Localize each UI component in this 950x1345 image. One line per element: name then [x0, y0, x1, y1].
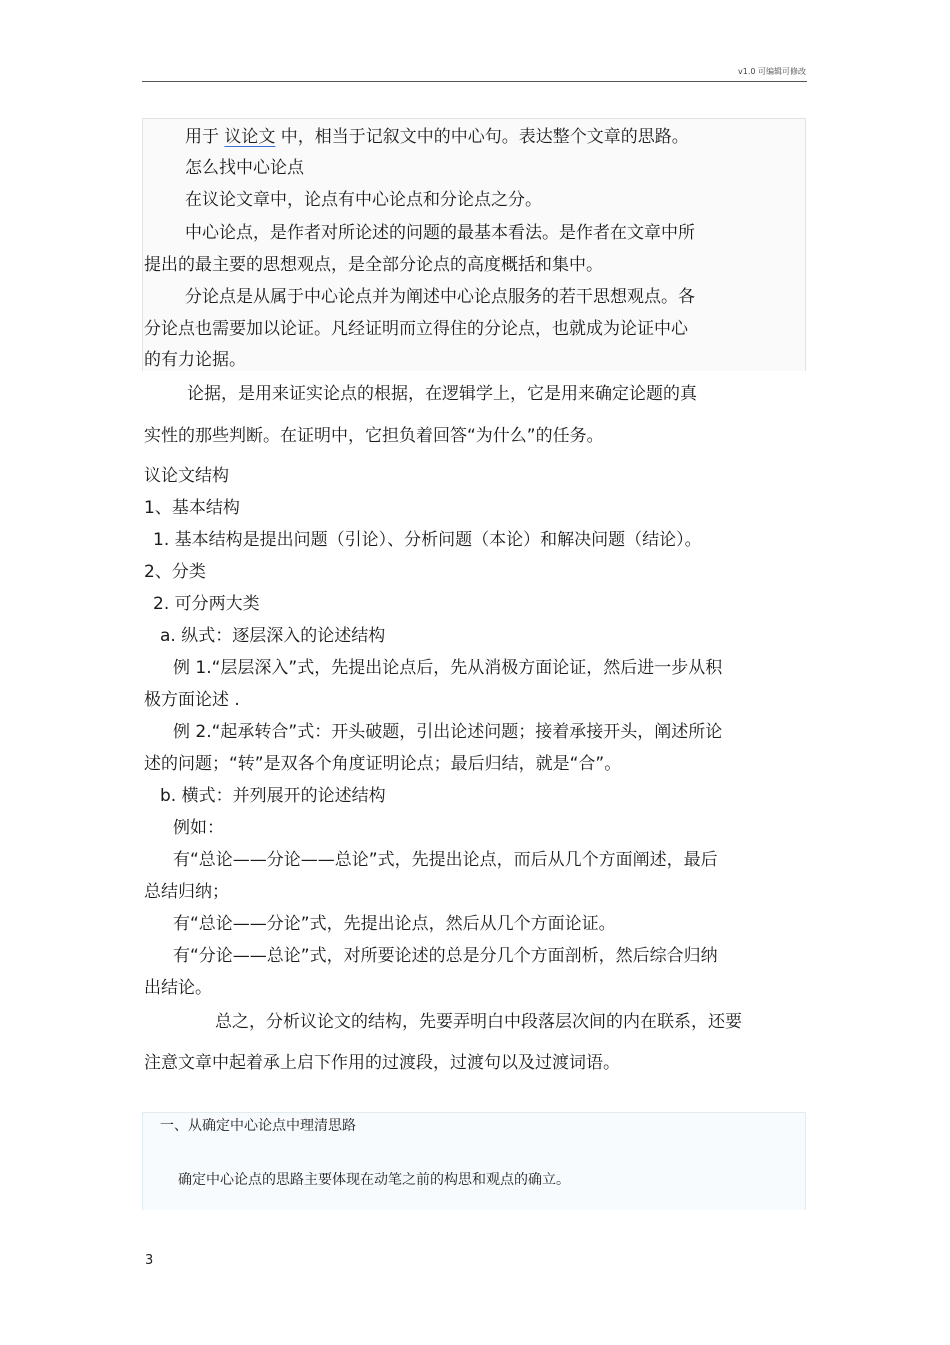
excerpt-line-1 [185, 127, 689, 147]
conclusion-line-1: 总之，分析议论文的结构，先要弄明白中段落层次间的内在联系，还要 [215, 1012, 742, 1032]
type-3-line-2: 出结论。 [144, 978, 212, 998]
excerpt-line-8: 的有力论据。 [144, 350, 246, 370]
example-1-line-2: 极方面论述 . [144, 690, 240, 710]
excerpt-line-7: 分论点也需要加以论证。凡经证明而立得住的分论点，也就成为论证中心 [144, 319, 688, 339]
example-2-line-1: 例 2.“起承转合”式：开头破题，引出论述问题；接着承接开头，阐述所论 [173, 722, 723, 742]
link-yilunwen[interactable]: 议论文 [224, 127, 276, 147]
excerpt-line-3: 在议论文章中，论点有中心论点和分论点之分。 [185, 190, 542, 210]
list-item-vertical-type: a. 纵式：逐层深入的论述结构 [160, 626, 386, 646]
section-title-clarify: 一、从确定中心论点中理清思路 [160, 1118, 356, 1134]
excerpt-line-1-pre: 用于 [185, 127, 225, 147]
excerpt-line-5: 提出的最主要的思想观点，是全部分论点的高度概括和集中。 [144, 255, 603, 275]
type-1-line-2: 总结归纳； [144, 882, 229, 902]
section-text-clarify: 确定中心论点的思路主要体现在动笔之前的构思和观点的确立。 [178, 1172, 570, 1188]
heading-basic-structure: 1、基本结构 [144, 498, 240, 518]
paragraph-evidence-line-1: 论据，是用来证实论点的根据，在逻辑学上，它是用来确定论题的真 [187, 384, 697, 404]
list-item-horizontal-type: b. 横式：并列展开的论述结构 [160, 786, 386, 806]
type-2-line: 有“总论——分论”式，先提出论点，然后从几个方面论证。 [173, 914, 616, 934]
excerpt-line-1-post: 中，相当于记叙文中的中心句。表达整个文章的思路。 [275, 127, 689, 147]
excerpt-line-4: 中心论点，是作者对所论述的问题的最基本看法。是作者在文章中所 [185, 223, 695, 243]
excerpt-line-2: 怎么找中心论点 [185, 158, 304, 178]
page-number: 3 [145, 1253, 154, 1268]
list-item-basic-structure: 1. 基本结构是提出问题（引论）、分析问题（本论）和解决问题（结论）。 [153, 530, 702, 550]
paragraph-evidence-line-2: 实性的那些判断。在证明中，它担负着回答“为什么”的任务。 [144, 426, 604, 446]
example-intro: 例如： [173, 818, 224, 838]
header-divider [142, 81, 807, 82]
example-1-line-1: 例 1.“层层深入”式，先提出论点后，先从消极方面论证，然后进一步从积 [173, 658, 723, 678]
heading-classification: 2、分类 [144, 562, 206, 582]
example-2-line-2: 述的问题；“转”是双各个角度证明论点；最后归结，就是“合”。 [144, 754, 622, 774]
heading-structure: 议论文结构 [144, 466, 229, 486]
excerpt-line-6: 分论点是从属于中心论点并为阐述中心论点服务的若干思想观点。各 [185, 287, 695, 307]
header-version-note: v1.0 可编辑可修改 [738, 67, 806, 76]
type-1-line-1: 有“总论——分论——总论”式，先提出论点，而后从几个方面阐述，最后 [173, 850, 718, 870]
type-3-line-1: 有“分论——总论”式，对所要论述的总是分几个方面剖析，然后综合归纳 [173, 946, 718, 966]
list-item-two-categories: 2. 可分两大类 [153, 594, 260, 614]
conclusion-line-2: 注意文章中起着承上启下作用的过渡段，过渡句以及过渡词语。 [144, 1053, 620, 1073]
